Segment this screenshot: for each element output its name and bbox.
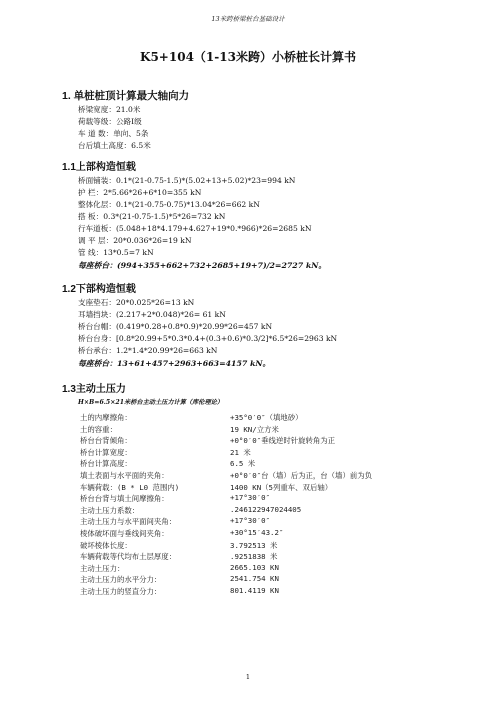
running-header: 13米跨桥梁桩台基础设计: [211, 15, 285, 23]
parameter-label: 填土表面与水平面的夹角：: [80, 471, 169, 480]
parameter-row: [80, 447, 251, 458]
text-line: 管 线：13*0.5=7 kN: [78, 248, 154, 257]
text-line: 桥台台身：[0.8*20.99+5*0.3*0.4+(0.3+0.6)*0.3/2]*6.5*26=2963 kN: [78, 334, 338, 343]
parameter-value: 3.792513 米: [230, 540, 278, 550]
text-line: 支座垫石：20*0.025*26=13 kN: [78, 298, 195, 307]
text-line: 桥台承台：1.2*1.4*20.99*26=663 kN: [78, 346, 218, 355]
text-line: 桥面铺装：0.1*(21-0.75-1.5)*(5.02+13+5.02)*23=994 kN: [78, 176, 296, 185]
text-line: 台后填土高度：6.5米: [78, 141, 151, 150]
parameter-value: +0°0′0″台（墙）后为正，台（墙）前为负: [230, 471, 373, 480]
parameter-row: [80, 458, 256, 469]
parameter-label: 主动土压力与水平面间夹角：: [80, 517, 177, 527]
parameter-row: [80, 551, 278, 562]
section-1-3-heading: 1.3主动土压力: [62, 384, 126, 395]
parameter-value: 2541.754 KN: [230, 574, 279, 584]
document-title: K5+104（1-13米跨）小桥桩长计算书: [140, 50, 356, 64]
parameter-row: [80, 516, 271, 527]
parameter-label: 车辆荷载：(B * L0 范围内): [80, 482, 180, 492]
parameter-label: 桥台台背倾角：: [80, 436, 132, 446]
parameter-label: 主动土压力的水平分力：: [80, 575, 162, 585]
parameter-row: [80, 435, 336, 446]
text-line: 桥台台帽：(0.419*0.28+0.8*0.9)*20.99*26=457 kN: [78, 322, 273, 331]
parameter-label: 土的容重：: [80, 424, 117, 434]
parameter-label: 土的内摩擦角：: [80, 413, 132, 422]
parameter-row: [80, 493, 271, 504]
page-number: 1: [245, 673, 251, 681]
parameter-value: +17°30′0″: [230, 493, 271, 503]
parameter-value: .246122947024405: [230, 504, 302, 514]
parameter-value: +30°15′43.2″: [230, 528, 284, 537]
parameter-row: [80, 504, 302, 516]
text-line: 搭 板：0.3*(21-0.75-1.5)*5*26=732 kN: [78, 212, 226, 221]
parameter-value: +35°0′0″（填地砂）: [230, 413, 303, 422]
parameter-label: 桥台计算宽度：: [80, 447, 132, 457]
parameter-value: 19 KN/立方米: [230, 424, 279, 434]
parameter-row: [80, 424, 279, 435]
text-line: 行车道板：(5.048+18*4.179+4.627+19*0.*966)*26=2685 kN: [78, 224, 312, 233]
parameter-value: 6.5 米: [230, 459, 256, 469]
text-line: 桥梁宽度：21.0米: [78, 105, 141, 114]
text-line: 耳墙挡块：(2.217+2*0.048)*26= 61 kN: [78, 310, 226, 319]
parameter-row: [80, 470, 373, 481]
parameter-label: 破坏棱体长度：: [80, 540, 132, 550]
parameter-value: +0°0′0″垂线逆时针旋转角为正: [230, 436, 336, 446]
text-line: 车 道 数：单向、5条: [78, 129, 149, 138]
text-line: 整体化层：0.1*(21-0.75-0.75)*13.04*26=662 kN: [78, 200, 260, 209]
parameter-value: 1400 KN（5列重车、双后轴）: [230, 482, 333, 492]
parameter-label: 主动土压力的竖直分力：: [80, 587, 162, 596]
section-1-1-sum: 每座桥台：(994+355+662+732+2685+19+7)/2=2727 kN。: [78, 261, 327, 270]
parameter-value: +17°30′0″: [230, 516, 271, 526]
parameter-label: 桥台计算高度：: [80, 459, 132, 469]
parameter-label: 主动土压力系数：: [80, 505, 140, 515]
parameter-row: [80, 574, 279, 585]
section-1-2-heading: 1.2下部构造恒载: [62, 284, 136, 295]
parameter-value: .9251838 米: [230, 552, 278, 562]
section-1-1-heading: 1.1上部构造恒载: [62, 162, 136, 173]
section-1-heading: 1. 单桩桩顶计算最大轴向力: [62, 90, 190, 102]
parameter-value: 21 米: [230, 447, 251, 457]
section-1-3-subtitle: H×B=6.5×21米桥台主动土压力计算（库伦理论）: [78, 399, 224, 406]
parameter-label: 棱体破坏面与垂线间夹角：: [80, 529, 169, 538]
parameter-row: [80, 586, 279, 597]
parameter-value: 801.4119 KN: [230, 586, 279, 595]
parameter-row: [80, 482, 333, 493]
parameter-label: 主动土压力：: [80, 563, 125, 573]
parameter-row: [80, 540, 278, 551]
parameter-row: [80, 562, 279, 574]
text-line: 护 栏：2*5.66*26+6*10=355 kN: [78, 188, 202, 197]
text-line: 调 平 层：20*0.036*26=19 kN: [78, 236, 192, 245]
parameter-row: [80, 412, 303, 423]
text-line: 荷载等级：公路Ⅰ级: [78, 117, 142, 126]
parameter-label: 桥台台背与填土间摩擦角：: [80, 494, 169, 504]
section-1-2-sum: 每座桥台：13+61+457+2963+663=4157 kN。: [78, 359, 271, 368]
parameter-row: [80, 528, 284, 539]
parameter-value: 2665.103 KN: [230, 562, 279, 572]
parameter-label: 车辆荷载等代均布土层厚度：: [80, 552, 177, 562]
